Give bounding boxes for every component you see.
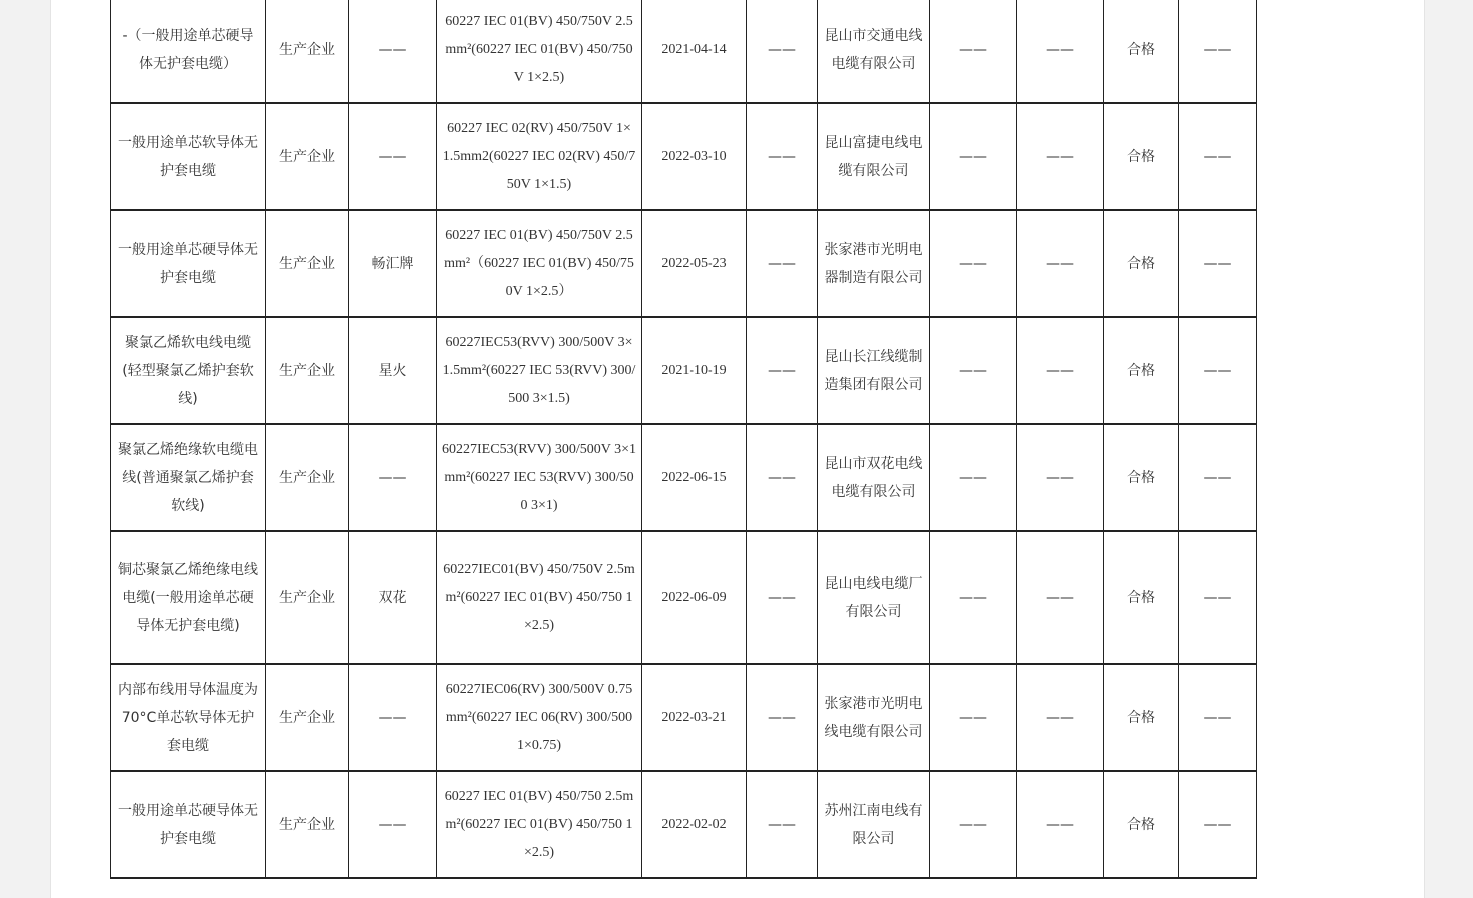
brand-cell: 双花 (349, 531, 437, 664)
spec-model-cell: 60227 IEC 01(BV) 450/750V 2.5mm²（60227 IEC 01(BV) 450/750V 1×2.5） (437, 210, 642, 317)
entity-type-cell: 生产企业 (266, 0, 349, 103)
table-row (111, 0, 1257, 103)
table-row (111, 531, 1257, 664)
spec-model-cell: 60227 IEC 02(RV) 450/750V 1×1.5mm2(60227 IEC 02(RV) 450/750V 1×1.5) (437, 103, 642, 210)
empty-cell: —— (930, 531, 1017, 664)
empty-cell: —— (1017, 0, 1104, 103)
empty-cell: —— (747, 771, 818, 878)
empty-cell: —— (747, 0, 818, 103)
result-cell: 合格 (1104, 424, 1179, 531)
entity-type-cell: 生产企业 (266, 210, 349, 317)
empty-cell: —— (1017, 424, 1104, 531)
entity-type-cell: 生产企业 (266, 531, 349, 664)
empty-cell: —— (1017, 664, 1104, 771)
production-date-cell: 2021-10-19 (642, 317, 747, 424)
empty-cell: —— (1179, 771, 1257, 878)
entity-type-cell: 生产企业 (266, 664, 349, 771)
empty-cell: —— (930, 424, 1017, 531)
production-date-cell: 2021-04-14 (642, 0, 747, 103)
spec-model-cell: 60227IEC06(RV) 300/500V 0.75mm²(60227 IEC 06(RV) 300/500 1×0.75) (437, 664, 642, 771)
production-date-cell: 2022-03-10 (642, 103, 747, 210)
table-row (111, 317, 1257, 424)
empty-cell: —— (930, 771, 1017, 878)
manufacturer-cell: 张家港市光明电器制造有限公司 (818, 210, 930, 317)
empty-cell: —— (930, 317, 1017, 424)
product-name-cell: 聚氯乙烯软电线电缆(轻型聚氯乙烯护套软线) (111, 317, 266, 424)
empty-cell: —— (930, 0, 1017, 103)
product-name-cell: 内部布线用导体温度为70°C单芯软导体无护套电缆 (111, 664, 266, 771)
production-date-cell: 2022-05-23 (642, 210, 747, 317)
production-date-cell: 2022-03-21 (642, 664, 747, 771)
production-date-cell: 2022-06-15 (642, 424, 747, 531)
table-row (111, 103, 1257, 210)
result-cell: 合格 (1104, 664, 1179, 771)
empty-cell: —— (930, 210, 1017, 317)
empty-cell: —— (1017, 210, 1104, 317)
manufacturer-cell: 昆山富捷电线电缆有限公司 (818, 103, 930, 210)
empty-cell: —— (930, 664, 1017, 771)
table-row (111, 664, 1257, 771)
table-row (111, 771, 1257, 878)
spec-model-cell: 60227 IEC 01(BV) 450/750 2.5mm²(60227 IEC 01(BV) 450/750 1×2.5) (437, 771, 642, 878)
result-cell: 合格 (1104, 317, 1179, 424)
empty-cell: —— (747, 103, 818, 210)
result-cell: 合格 (1104, 531, 1179, 664)
entity-type-cell: 生产企业 (266, 317, 349, 424)
empty-cell: —— (1179, 317, 1257, 424)
empty-cell: —— (1017, 103, 1104, 210)
empty-cell: —— (1179, 424, 1257, 531)
brand-cell: —— (349, 0, 437, 103)
empty-cell: —— (1017, 531, 1104, 664)
manufacturer-cell: 昆山市双花电线电缆有限公司 (818, 424, 930, 531)
entity-type-cell: 生产企业 (266, 771, 349, 878)
empty-cell: —— (1179, 103, 1257, 210)
manufacturer-cell: 昆山长江线缆制造集团有限公司 (818, 317, 930, 424)
brand-cell: 畅汇牌 (349, 210, 437, 317)
manufacturer-cell: 苏州江南电线有限公司 (818, 771, 930, 878)
table-row (111, 424, 1257, 531)
empty-cell: —— (1017, 317, 1104, 424)
manufacturer-cell: 昆山电线电缆厂有限公司 (818, 531, 930, 664)
result-cell: 合格 (1104, 0, 1179, 103)
empty-cell: —— (1017, 771, 1104, 878)
empty-cell: —— (1179, 0, 1257, 103)
product-name-cell: 一般用途单芯硬导体无护套电缆 (111, 771, 266, 878)
inspection-results-table (110, 0, 1257, 879)
spec-model-cell: 60227IEC01(BV) 450/750V 2.5mm²(60227 IEC 01(BV) 450/750 1×2.5) (437, 531, 642, 664)
result-cell: 合格 (1104, 103, 1179, 210)
empty-cell: —— (747, 664, 818, 771)
manufacturer-cell: 昆山市交通电线电缆有限公司 (818, 0, 930, 103)
table-row (111, 210, 1257, 317)
empty-cell: —— (747, 531, 818, 664)
entity-type-cell: 生产企业 (266, 103, 349, 210)
result-cell: 合格 (1104, 210, 1179, 317)
brand-cell: 星火 (349, 317, 437, 424)
production-date-cell: 2022-02-02 (642, 771, 747, 878)
spec-model-cell: 60227 IEC 01(BV) 450/750V 2.5mm²(60227 IEC 01(BV) 450/750V 1×2.5) (437, 0, 642, 103)
product-name-cell: 一般用途单芯软导体无护套电缆 (111, 103, 266, 210)
brand-cell: —— (349, 664, 437, 771)
brand-cell: —— (349, 771, 437, 878)
article-page (50, 0, 1425, 898)
empty-cell: —— (930, 103, 1017, 210)
entity-type-cell: 生产企业 (266, 424, 349, 531)
spec-model-cell: 60227IEC53(RVV) 300/500V 3×1.5mm²(60227 IEC 53(RVV) 300/500 3×1.5) (437, 317, 642, 424)
empty-cell: —— (1179, 664, 1257, 771)
empty-cell: —— (747, 210, 818, 317)
empty-cell: —— (747, 317, 818, 424)
result-cell: 合格 (1104, 771, 1179, 878)
manufacturer-cell: 张家港市光明电线电缆有限公司 (818, 664, 930, 771)
empty-cell: —— (1179, 531, 1257, 664)
empty-cell: —— (747, 424, 818, 531)
brand-cell: —— (349, 424, 437, 531)
product-name-cell: 聚氯乙烯绝缘软电缆电线(普通聚氯乙烯护套软线) (111, 424, 266, 531)
empty-cell: —— (1179, 210, 1257, 317)
product-name-cell: -（一般用途单芯硬导体无护套电缆） (111, 0, 266, 103)
product-name-cell: 铜芯聚氯乙烯绝缘电线电缆(一般用途单芯硬导体无护套电缆) (111, 531, 266, 664)
brand-cell: —— (349, 103, 437, 210)
product-name-cell: 一般用途单芯硬导体无护套电缆 (111, 210, 266, 317)
spec-model-cell: 60227IEC53(RVV) 300/500V 3×1mm²(60227 IEC 53(RVV) 300/500 3×1) (437, 424, 642, 531)
production-date-cell: 2022-06-09 (642, 531, 747, 664)
